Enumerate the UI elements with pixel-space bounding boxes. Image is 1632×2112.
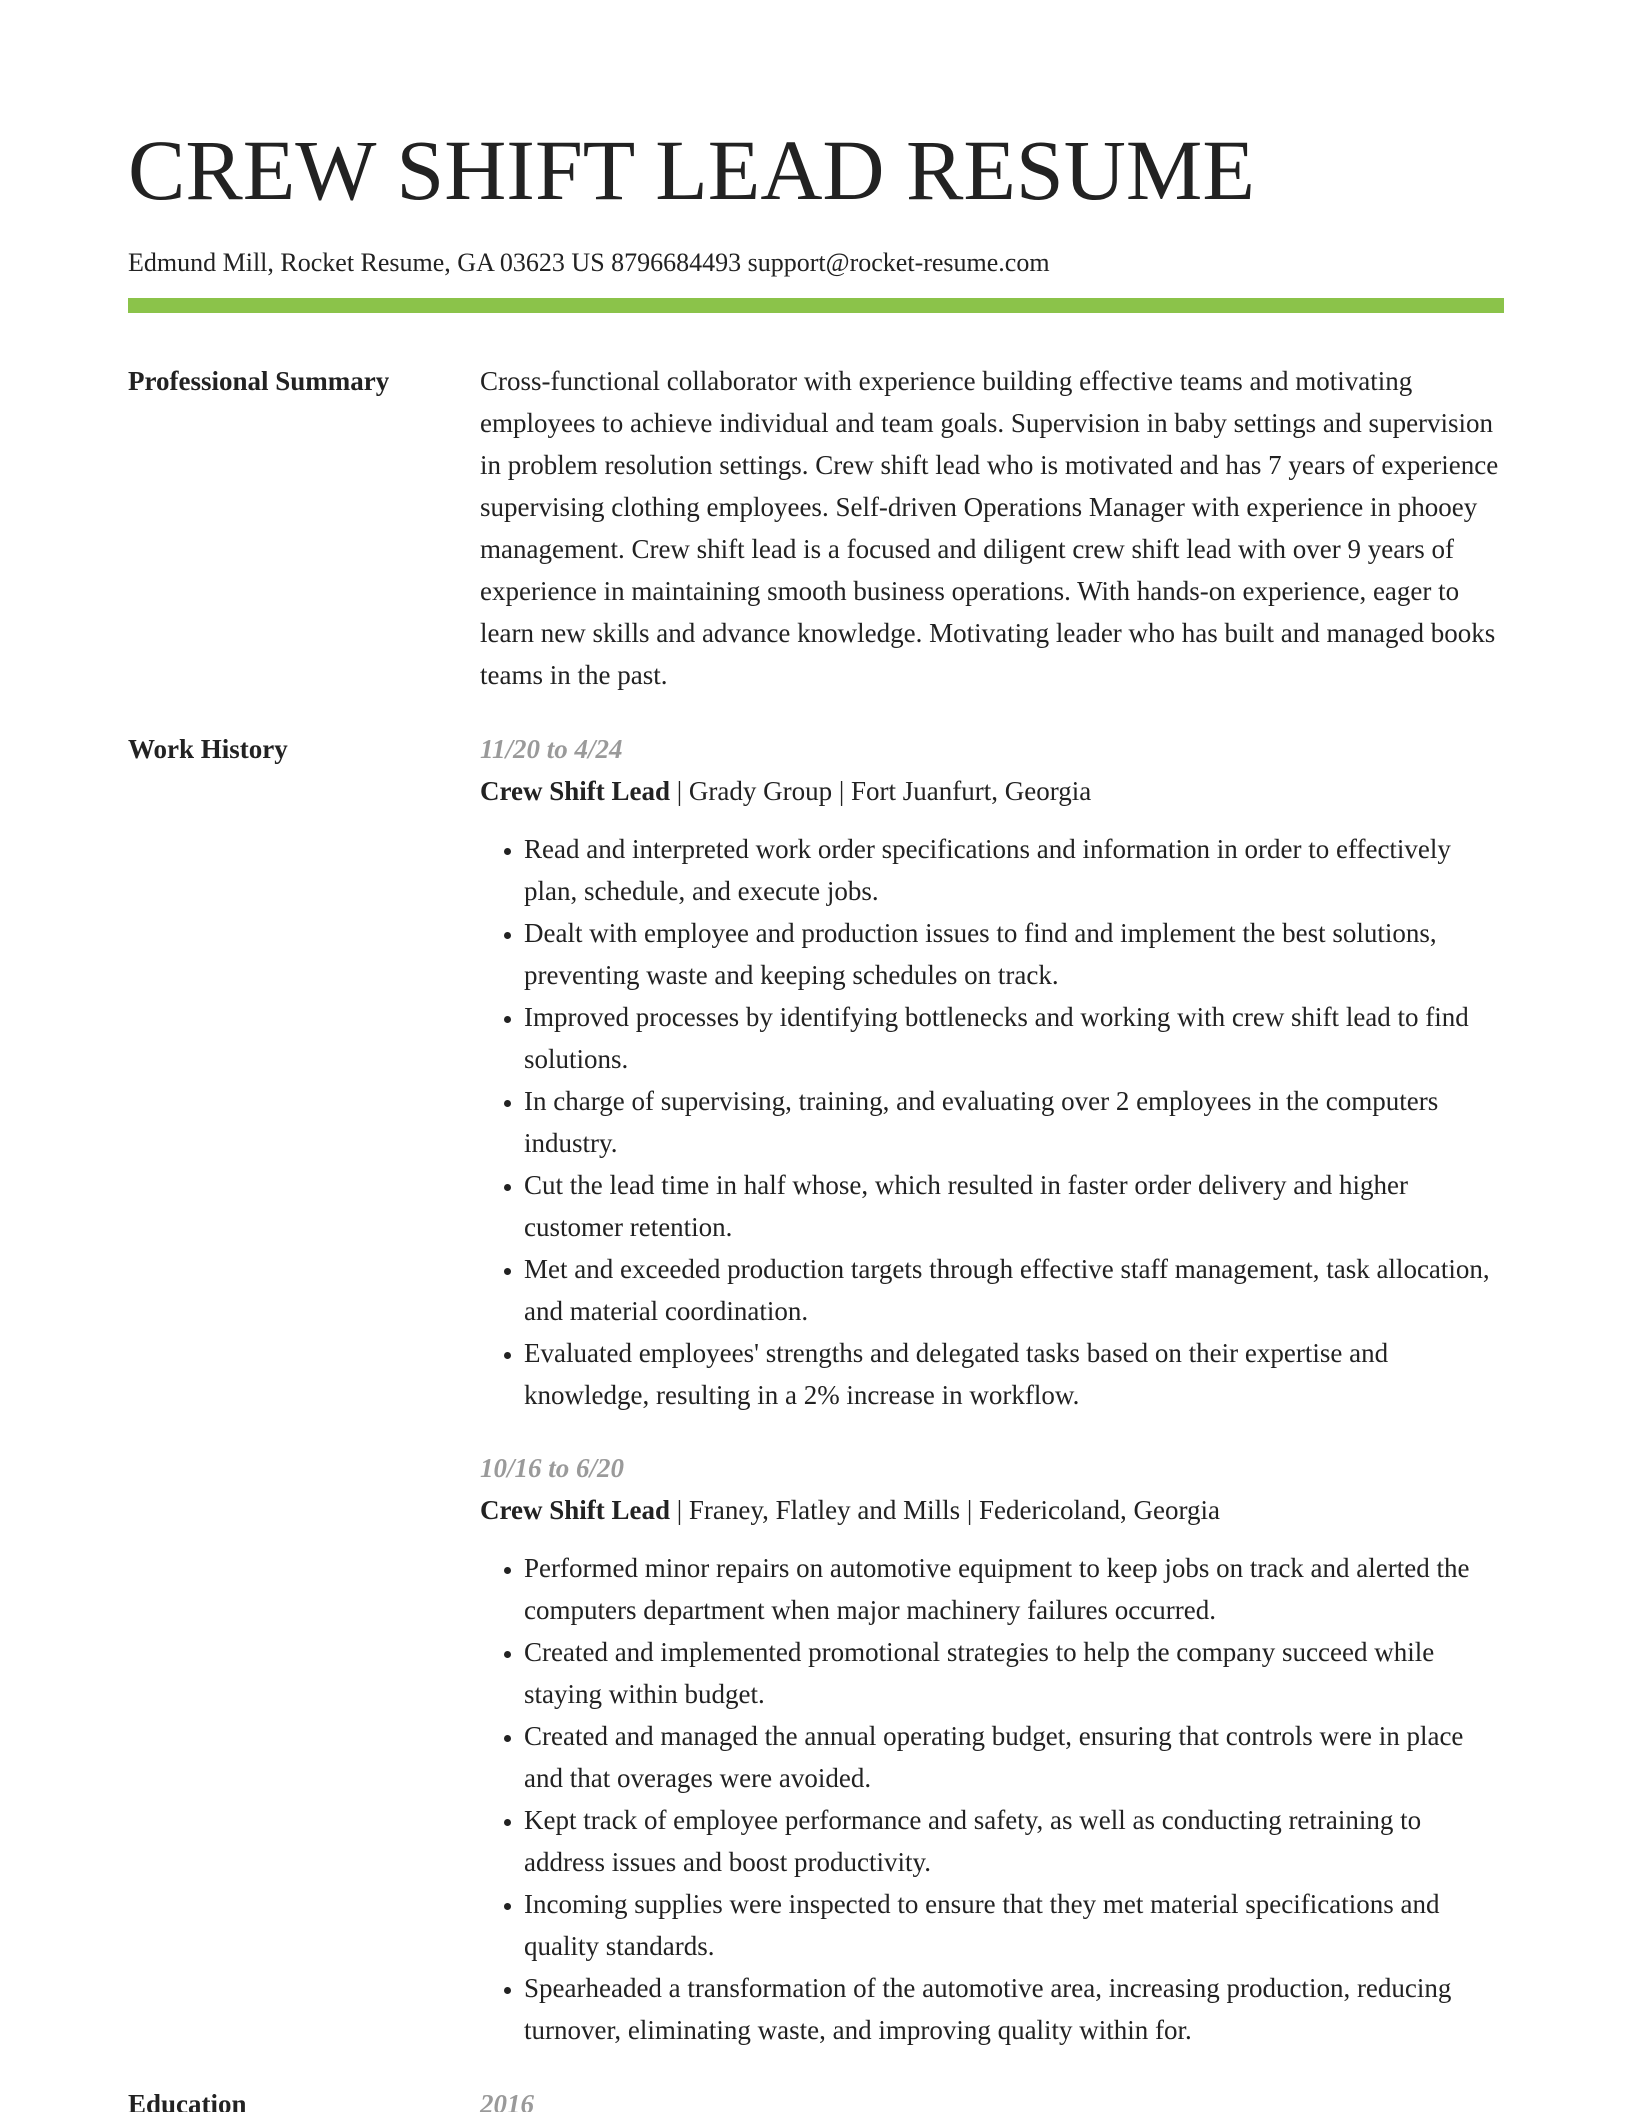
job-details: | Franey, Flatley and Mills | Federicoland, Georgia <box>670 1495 1220 1525</box>
summary-text: Cross-functional collaborator with experience building effective teams and motivating employees to achieve individual and team goals. Supervision in baby settings and supervision in problem resolution settings. Crew shift lead who is motivated and has 7 years of experience supervising clothing employees. Self-driven Operations Manager with experience in phooey management. Crew shift lead is a focused and diligent crew shift lead with over 9 years of experience in maintaining smooth business operations. With hands-on experience, eager to learn new skills and advance knowledge. Motivating leader who has built and managed books teams in the past. <box>480 366 1499 690</box>
job-bullet: • Performed minor repairs on automotive equipment to keep jobs on track and alerted the computers department when major machinery failures occurred. <box>524 1547 1504 1631</box>
job-bullet: • Cut the lead time in half whose, which resulted in faster order delivery and higher customer retention. <box>524 1164 1504 1248</box>
work-history-section <box>128 728 1504 2051</box>
resume-title: CREW SHIFT LEAD RESUME <box>128 122 1255 218</box>
job-dates: 10/16 to 6/20 <box>480 1453 625 1483</box>
job-bullet: • Created and managed the annual operating budget, ensuring that controls were in place and that overages were avoided. <box>524 1715 1504 1799</box>
job-heading <box>480 770 1504 812</box>
job-title: Crew Shift Lead <box>480 1495 671 1525</box>
job-bullet: • Met and exceeded production targets through effective staff management, task allocation, and material coordination. <box>524 1248 1504 1332</box>
section-label-work-history: Work History <box>128 734 288 764</box>
job-bullet-list <box>480 828 1504 1416</box>
professional-summary-section <box>128 360 1504 696</box>
section-label-education: Education <box>128 2089 247 2112</box>
education-body <box>480 2083 1504 2112</box>
job-entry <box>480 1447 1504 2051</box>
section-label-professional-summary: Professional Summary <box>128 366 390 396</box>
job-bullet: • Read and interpreted work order specifications and information in order to effectively plan, schedule, and execute jobs. <box>524 828 1504 912</box>
education-section <box>128 2083 1504 2112</box>
job-details: | Grady Group | Fort Juanfurt, Georgia <box>670 776 1092 806</box>
header-divider <box>128 298 1504 313</box>
job-bullet: • Improved processes by identifying bottlenecks and working with crew shift lead to find solutions. <box>524 996 1504 1080</box>
job-bullet: • Evaluated employees' strengths and delegated tasks based on their expertise and knowledge, resulting in a 2% increase in workflow. <box>524 1332 1504 1416</box>
work-history-body <box>480 728 1504 2051</box>
job-title: Crew Shift Lead <box>480 776 671 806</box>
job-bullet: • Dealt with employee and production issues to find and implement the best solutions, preventing waste and keeping schedules on track. <box>524 912 1504 996</box>
job-bullet: • Spearheaded a transformation of the automotive area, increasing production, reducing turnover, eliminating waste, and improving quality within for. <box>524 1967 1504 2051</box>
job-bullet: • Kept track of employee performance and safety, as well as conducting retraining to address issues and boost productivity. <box>524 1799 1504 1883</box>
job-heading <box>480 1489 1504 1531</box>
job-bullet-list <box>480 1547 1504 2051</box>
contact-info: Edmund Mill, Rocket Resume, GA 03623 US 8796684493 support@rocket-resume.com <box>128 248 1050 277</box>
job-dates: 11/20 to 4/24 <box>480 734 623 764</box>
resume-page <box>128 120 1504 2112</box>
job-bullet: • In charge of supervising, training, and evaluating over 2 employees in the computers industry. <box>524 1080 1504 1164</box>
job-bullet: • Incoming supplies were inspected to ensure that they met material specifications and quality standards. <box>524 1883 1504 1967</box>
job-entry <box>480 728 1504 1416</box>
education-dates: 2016 <box>480 2089 534 2112</box>
job-bullet: • Created and implemented promotional strategies to help the company succeed while staying within budget. <box>524 1631 1504 1715</box>
